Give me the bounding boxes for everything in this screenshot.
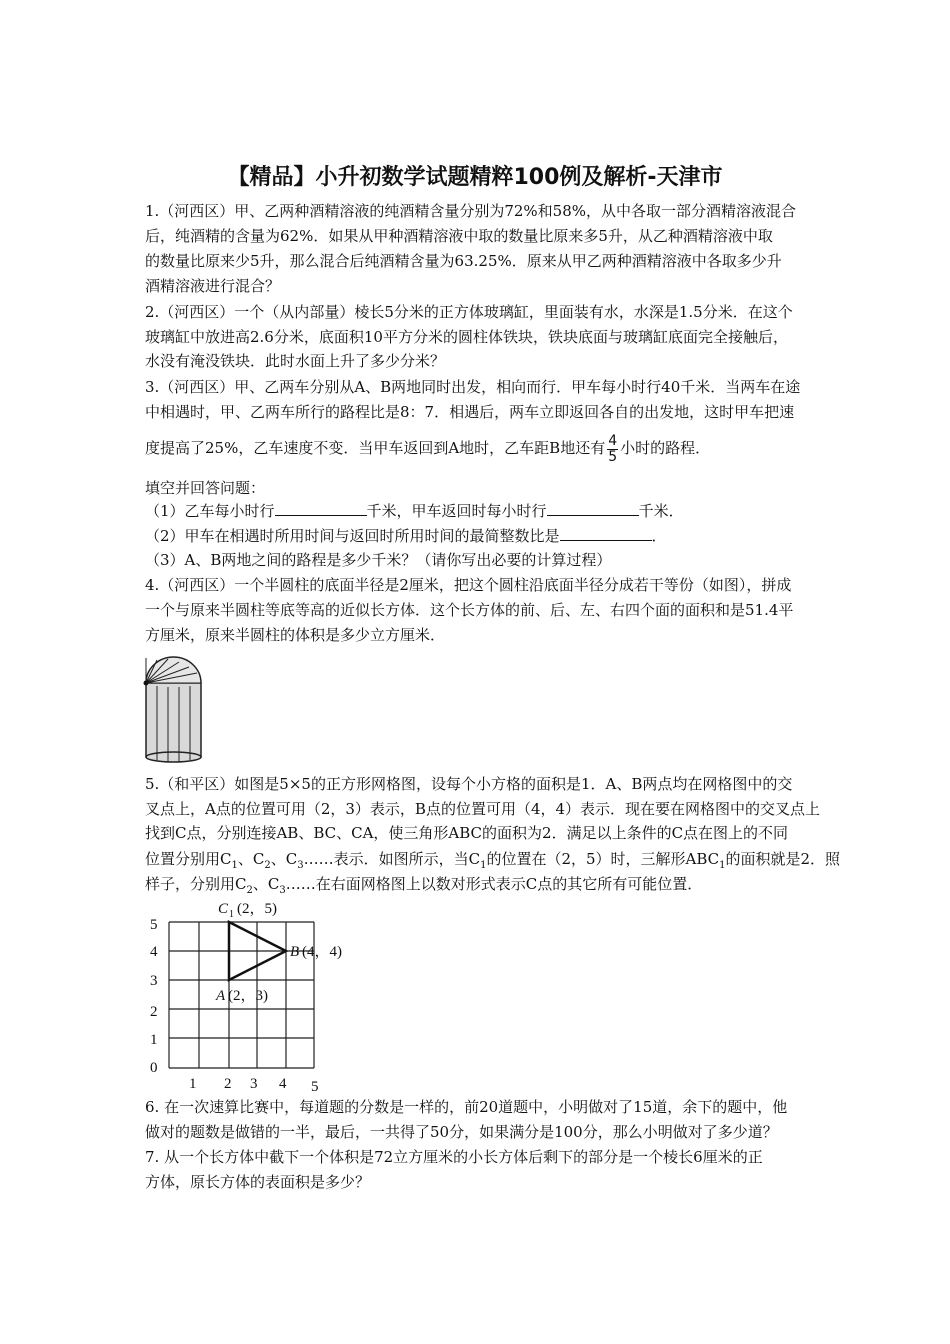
q3-sub-2 [145,525,667,547]
x-axis-ticks [189,1076,319,1095]
q5-line-5-b: 、C [252,875,280,893]
q6-line-1: 6. 在一次速算比赛中，每道题的分数是一样的，前20道题中，小明做对了15道，余下的题中，他 [145,1098,788,1116]
subscript-1c: 1 [719,860,726,871]
x-tick-1: 1 [189,1076,197,1092]
q3-sub-1-text-c: 千米． [638,502,684,520]
q3-line-2: 中相遇时，甲、乙两车所行的路程比是8：7．相遇后，两车立即返回各自的出发地，这时甲车把速 [145,403,795,421]
svg-text:(2，3): (2，3) [228,988,268,1004]
q3-sub-1-text-b: 千米，甲车返回时每小时行 [366,502,547,520]
q3-sub-2-text-b: ． [651,527,667,545]
grid-figure [140,896,370,1096]
q3-sub-1-text-a: （1）乙车每小时行 [145,502,275,520]
q3-fill-prompt: 填空并回答问题： [145,479,266,497]
q5-line-2: 叉点上，A点的位置可用（2，3）表示，B点的位置可用（4，4）表示．现在要在网格图中的交叉点上 [145,800,821,818]
q1-line-1: 1.（河西区）甲、乙两种酒精溶液的纯酒精含量分别为72%和58%，从中各取一部分酒精溶液混合 [145,202,796,220]
q5-line-1: 5.（和平区）如图是5×5的正方形网格图，设每个小方格的面积是1．A、B两点均在网格图中的交 [145,775,793,793]
subscript-1: 1 [231,860,238,871]
q4-line-2: 一个与原来半圆柱等底等高的近似长方体．这个长方体的前、后、左、右四个面的面积和是51.4平 [145,601,794,619]
q3-sub-2-text-a: （2）甲车在相遇时所用时间与返回时所用时间的最简整数比是 [145,527,560,545]
q5-line-4-e: 的位置在（2，5）时，三解形ABC [486,850,720,868]
q6-line-2: 做对的题数是做错的一半，最后，一共得了50分，如果满分是100分，那么小明做对了多少道？ [145,1123,778,1141]
half-cylinder-figure [143,656,207,764]
q5-line-4-d: ……表示．如图所示，当C [303,850,481,868]
svg-text:A: A [216,988,226,1004]
q3-line-3-text-a: 度提高了25%，乙车速度不变．当甲车返回到A地时，乙车距B地还有 [145,439,606,457]
cylinder-center-point [144,681,149,686]
q5-line-4-f: 的面积就是2．照 [725,850,841,868]
q5-line-4-c: 、C [270,850,298,868]
svg-text:C: C [218,901,229,917]
q4-line-3: 方厘米，原来半圆柱的体积是多少立方厘米． [145,626,446,644]
y-tick-3: 3 [150,973,158,989]
q1-line-4: 酒精溶液进行混合？ [145,277,281,295]
q1-line-3: 的数量比原来少5升，那么混合后纯酒精含量为63.25%．原来从甲乙两种酒精溶液中各取多少升 [145,252,782,270]
svg-text:(4，4): (4，4) [302,944,342,960]
q2-line-3: 水没有淹没铁块．此时水面上升了多少分米？ [145,352,446,370]
subscript-1b: 1 [480,860,487,871]
cylinder-bottom-curve [146,752,201,762]
y-tick-2: 2 [150,1004,158,1020]
y-tick-1: 1 [150,1032,158,1048]
point-b-label [290,944,342,960]
svg-text:(2，5): (2，5) [237,901,277,917]
q3-line-3-text-b: 小时的路程． [620,439,711,457]
y-tick-5: 5 [150,917,158,933]
subscript-3: 3 [297,860,304,871]
q3-line-1: 3.（河西区）甲、乙两车分别从A、B两地同时出发，相向而行．甲车每小时行40千米．当两车在途 [145,378,801,396]
q5-line-3: 找到C点，分别连接AB、BC、CA，使三角形ABC的面积为2．满足以上条件的C点在图上的不同 [145,824,789,842]
svg-text:1: 1 [229,909,234,920]
svg-text:B: B [290,944,300,960]
q2-line-1: 2.（河西区）一个（从内部量）棱长5分米的正方体玻璃缸，里面装有水，水深是1.5分米．在这个 [145,303,793,321]
subscript-2b: 2 [246,885,253,896]
q1-line-2: 后，纯酒精的含量为62%．如果从甲种酒精溶液中取的数量比原来多5升，从乙种酒精溶液中取 [145,227,773,245]
q3-sub-1 [145,500,684,522]
x-tick-4: 4 [279,1076,287,1092]
q4-line-1: 4.（河西区）一个半圆柱的底面半径是2厘米，把这个圆柱沿底面半径分成若干等份（如图），拼成 [145,576,792,594]
subscript-3b: 3 [279,885,286,896]
q5-line-5-c: ……在右面网格图上以数对形式表示C点的其它所有可能位置． [285,875,703,893]
q3-sub-3: （3）A、B两地之间的路程是多少千米？（请你写出必要的计算过程） [145,551,612,569]
q5-line-5-a: 样子，分别用C [145,875,247,893]
fraction-denominator: 5 [608,448,618,465]
x-tick-3: 3 [250,1076,258,1092]
fraction-numerator: 4 [608,432,618,449]
fraction-four-fifths [607,434,618,465]
q7-line-2: 方体，原长方体的表面积是多少？ [145,1173,371,1191]
q3-line-3 [145,428,710,468]
y-tick-0: 0 [150,1060,158,1076]
point-a-label [215,988,268,1004]
cylinder-body [146,683,201,757]
point-c1-label [218,901,277,920]
y-tick-4: 4 [150,944,158,960]
q2-line-2: 玻璃缸中放进高2.6分米，底面积10平方分米的圆柱体铁块，铁块底面与玻璃缸底面完全接触后， [145,328,788,346]
answer-blank-1[interactable] [275,501,367,516]
document-title: 【精品】小升初数学试题精粹100例及解析-天津市 [227,165,723,190]
y-axis-ticks [150,917,158,1076]
q5-line-4-b: 、C [237,850,265,868]
answer-blank-3[interactable] [560,526,652,541]
x-tick-5: 5 [311,1079,319,1095]
cylinder-top-face [146,657,201,683]
answer-blank-2[interactable] [547,501,639,516]
subscript-2: 2 [264,860,271,871]
q5-line-4-a: 位置分别用C [145,850,232,868]
x-tick-2: 2 [224,1076,232,1092]
q7-line-1: 7. 从一个长方体中截下一个体积是72立方厘米的小长方体后剩下的部分是一个棱长6厘米的正 [145,1148,763,1166]
